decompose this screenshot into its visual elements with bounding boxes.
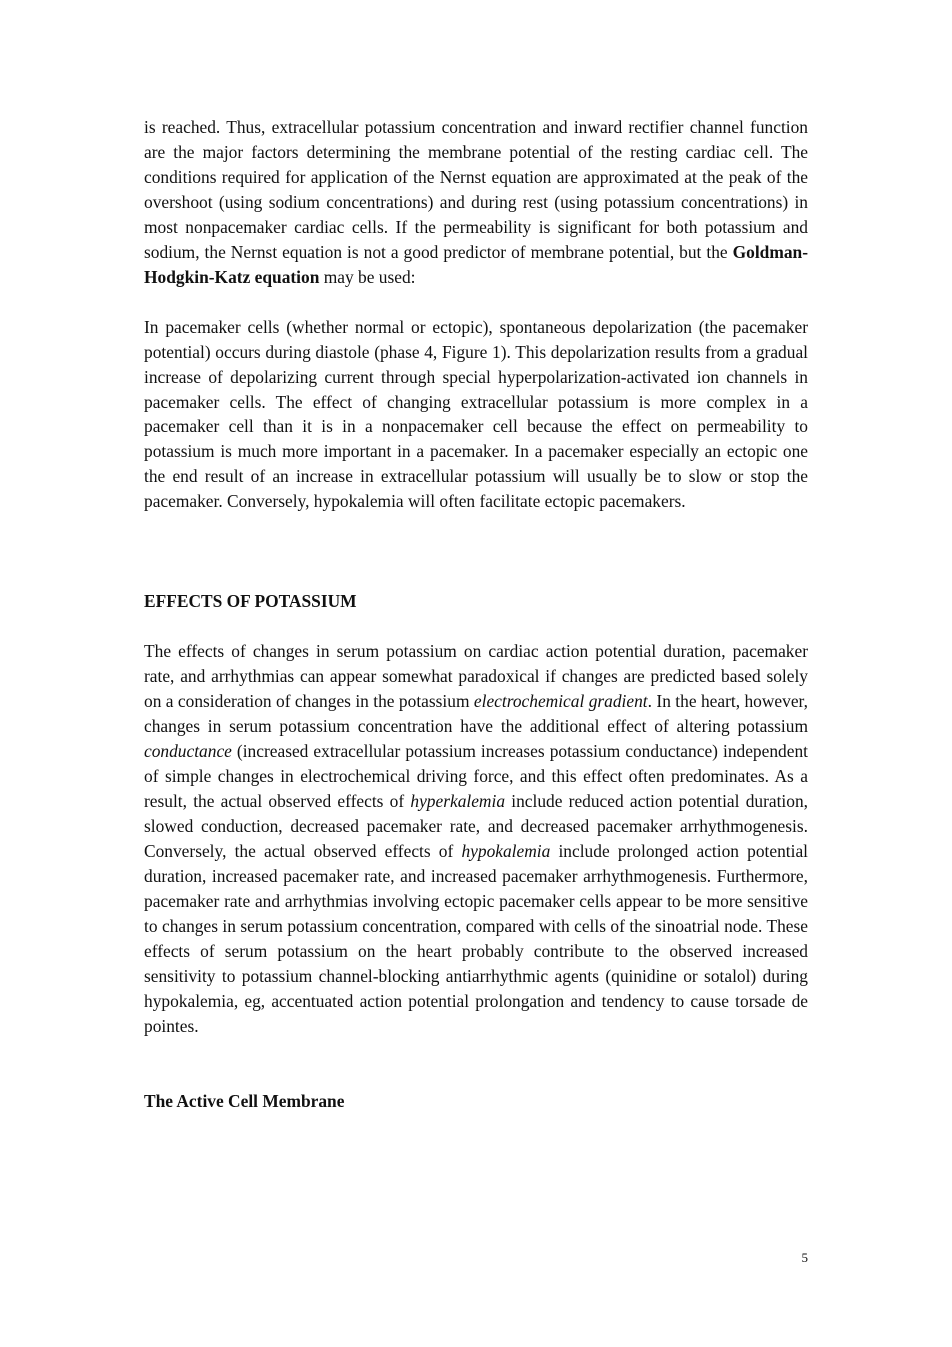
paragraph-1-text-b: may be used:: [319, 266, 416, 287]
paragraph-effects-of-potassium: [144, 639, 808, 1038]
term-hyperkalemia: hyperkalemia: [410, 790, 506, 811]
section-heading-effects-of-potassium: EFFECTS OF POTASSIUM: [144, 591, 357, 612]
term-goldman-hodgkin-katz: Goldman-Hodgkin-Katz equation: [144, 241, 808, 287]
paragraph-3-text-a: The effects of changes in serum potassium on cardiac action potential duration, pacemaker rate, and arrhythmias can appear somewhat paradoxical if changes are predicted based solely on a consideration of changes in the potassium: [144, 641, 808, 712]
paragraph-pacemaker-cells: [144, 315, 808, 515]
term-hypokalemia: hypokalemia: [461, 840, 551, 861]
subsection-heading-active-cell-membrane: The Active Cell Membrane: [144, 1090, 345, 1111]
paragraph-3-text-c: (increased extracellular potassium increases potassium conductance) independent of simple changes in electrochemical driving force, and this effect often predominates. As a result, the actual observed effects of: [144, 741, 808, 811]
paragraph-1-text-a: is reached. Thus, extracellular potassium concentration and inward rectifier channel function are the major factors determining the membrane potential of the resting cardiac cell. The conditions required for application of the Nernst equation are approximated at the peak of the overshoot (using sodium concentrations) and during rest (using potassium concentrations) in most nonpacemaker cardiac cells. If the permeability is significant for both potassium and sodium, the Nernst equation is not a good predictor of membrane potential, but the: [144, 117, 808, 262]
page-number: 5: [801, 1250, 808, 1265]
paragraph-3-text-d: include reduced action potential duration, slowed conduction, decreased pacemaker rate, and decreased pacemaker arrhythmogenesis. Conversely, the actual observed effects of: [144, 790, 809, 861]
paragraph-3-text-e: include prolonged action potential duration, increased pacemaker rate, and increased pacemaker arrhythmogenesis. Furthermore, pacemaker rate and arrhythmias involving ectopic pacemaker cells appear to be more sensitive to changes in serum potassium concentration, compared with cells of the sinoatrial node. These effects of serum potassium on the heart probably contribute to the observed increased sensitivity to potassium channel-blocking antiarrhythmic agents (quinidine or sotalol) during hypokalemia, eg, accentuated action potential prolongation and tendency to cause torsade de pointes.: [144, 840, 809, 1036]
paragraph-resting-potential: [144, 115, 808, 290]
document-page: [144, 115, 808, 1113]
term-electrochemical-gradient: electrochemical gradient: [473, 691, 648, 712]
paragraph-2-text: In pacemaker cells (whether normal or ectopic), spontaneous depolarization (the pacemaker potential) occurs during diastole (phase 4, Figure 1). This depolarization results from a gradual increase of depolarizing current through special hyperpolarization-activated ion channels in pacemaker cells. The effect of changing extracellular potassium is more complex in a pacemaker cell than it is in a nonpacemaker cell because the effect on permeability to potassium is much more important in a pacemaker. In a pacemaker especially an ectopic one the end result of an increase in extracellular potassium will usually be to slow or stop the pacemaker. Conversely, hypokalemia will often facilitate ectopic pacemakers.: [144, 316, 808, 512]
paragraph-3-text-b: . In the heart, however, changes in serum potassium concentration have the additional effect of altering potassium: [144, 691, 808, 737]
term-conductance: conductance: [144, 741, 232, 762]
